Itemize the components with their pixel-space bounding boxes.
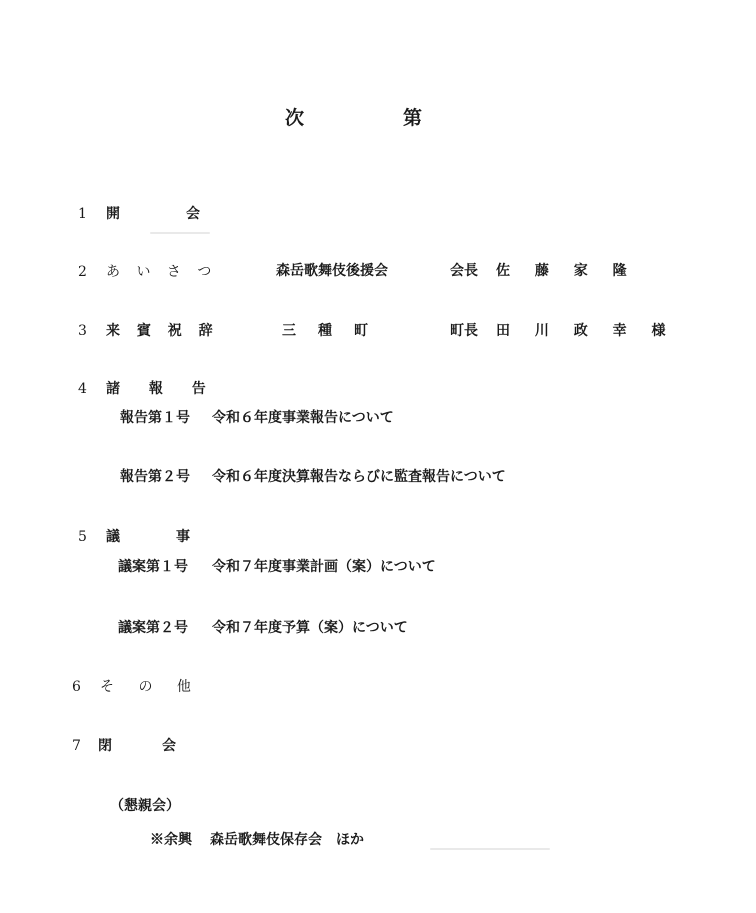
item-1-label-a: 開 <box>106 206 120 222</box>
item-7-label-a: 閉 <box>98 738 112 754</box>
item-3-person: 田 川 政 幸 様 <box>496 323 676 339</box>
item-2-label: あ い さ つ <box>106 264 218 280</box>
item-3-role: 町長 <box>450 323 478 339</box>
scan-artifact <box>150 232 210 234</box>
report-2-code: 報告第２号 <box>120 469 190 485</box>
report-1-text: 令和６年度事業報告について <box>212 410 394 426</box>
item-5-label-a: 議 <box>106 529 120 545</box>
item-4-number: 4 <box>78 381 87 397</box>
item-7-label-b: 会 <box>162 738 176 754</box>
item-5-number: 5 <box>78 529 87 545</box>
scan-artifact <box>430 848 550 850</box>
title-right: 第 <box>403 107 423 129</box>
party-heading: （懇親会） <box>110 798 180 814</box>
title-left: 次 <box>285 107 305 129</box>
item-2-role: 会長 <box>450 263 478 279</box>
item-3-number: 3 <box>78 323 87 339</box>
report-1-code: 報告第１号 <box>120 410 190 426</box>
bill-1-code: 議案第１号 <box>118 559 188 575</box>
item-4-label: 諸 報 告 <box>106 381 218 397</box>
item-3-label: 来 賓 祝 辞 <box>106 323 219 339</box>
item-3-organization: 三 種 町 <box>282 323 372 339</box>
bill-2-text: 令和７年度予算（案）について <box>212 620 408 636</box>
bill-2-code: 議案第２号 <box>118 620 188 636</box>
entertainment-text: 森岳歌舞伎保存会 ほか <box>210 832 364 848</box>
entertainment-label: ※余興 <box>150 832 192 848</box>
item-5-label-b: 事 <box>176 529 190 545</box>
item-7-number: 7 <box>72 738 81 754</box>
item-6-label: そ の 他 <box>100 679 201 695</box>
report-2-text: 令和６年度決算報告ならびに監査報告について <box>212 469 506 485</box>
item-1-number: 1 <box>78 206 87 222</box>
item-2-organization: 森岳歌舞伎後援会 <box>276 263 388 279</box>
item-2-number: 2 <box>78 264 87 280</box>
item-2-person: 佐 藤 家 隆 <box>496 263 637 279</box>
item-1-label-b: 会 <box>186 206 200 222</box>
bill-1-text: 令和７年度事業計画（案）について <box>212 559 436 575</box>
item-6-number: 6 <box>72 679 81 695</box>
